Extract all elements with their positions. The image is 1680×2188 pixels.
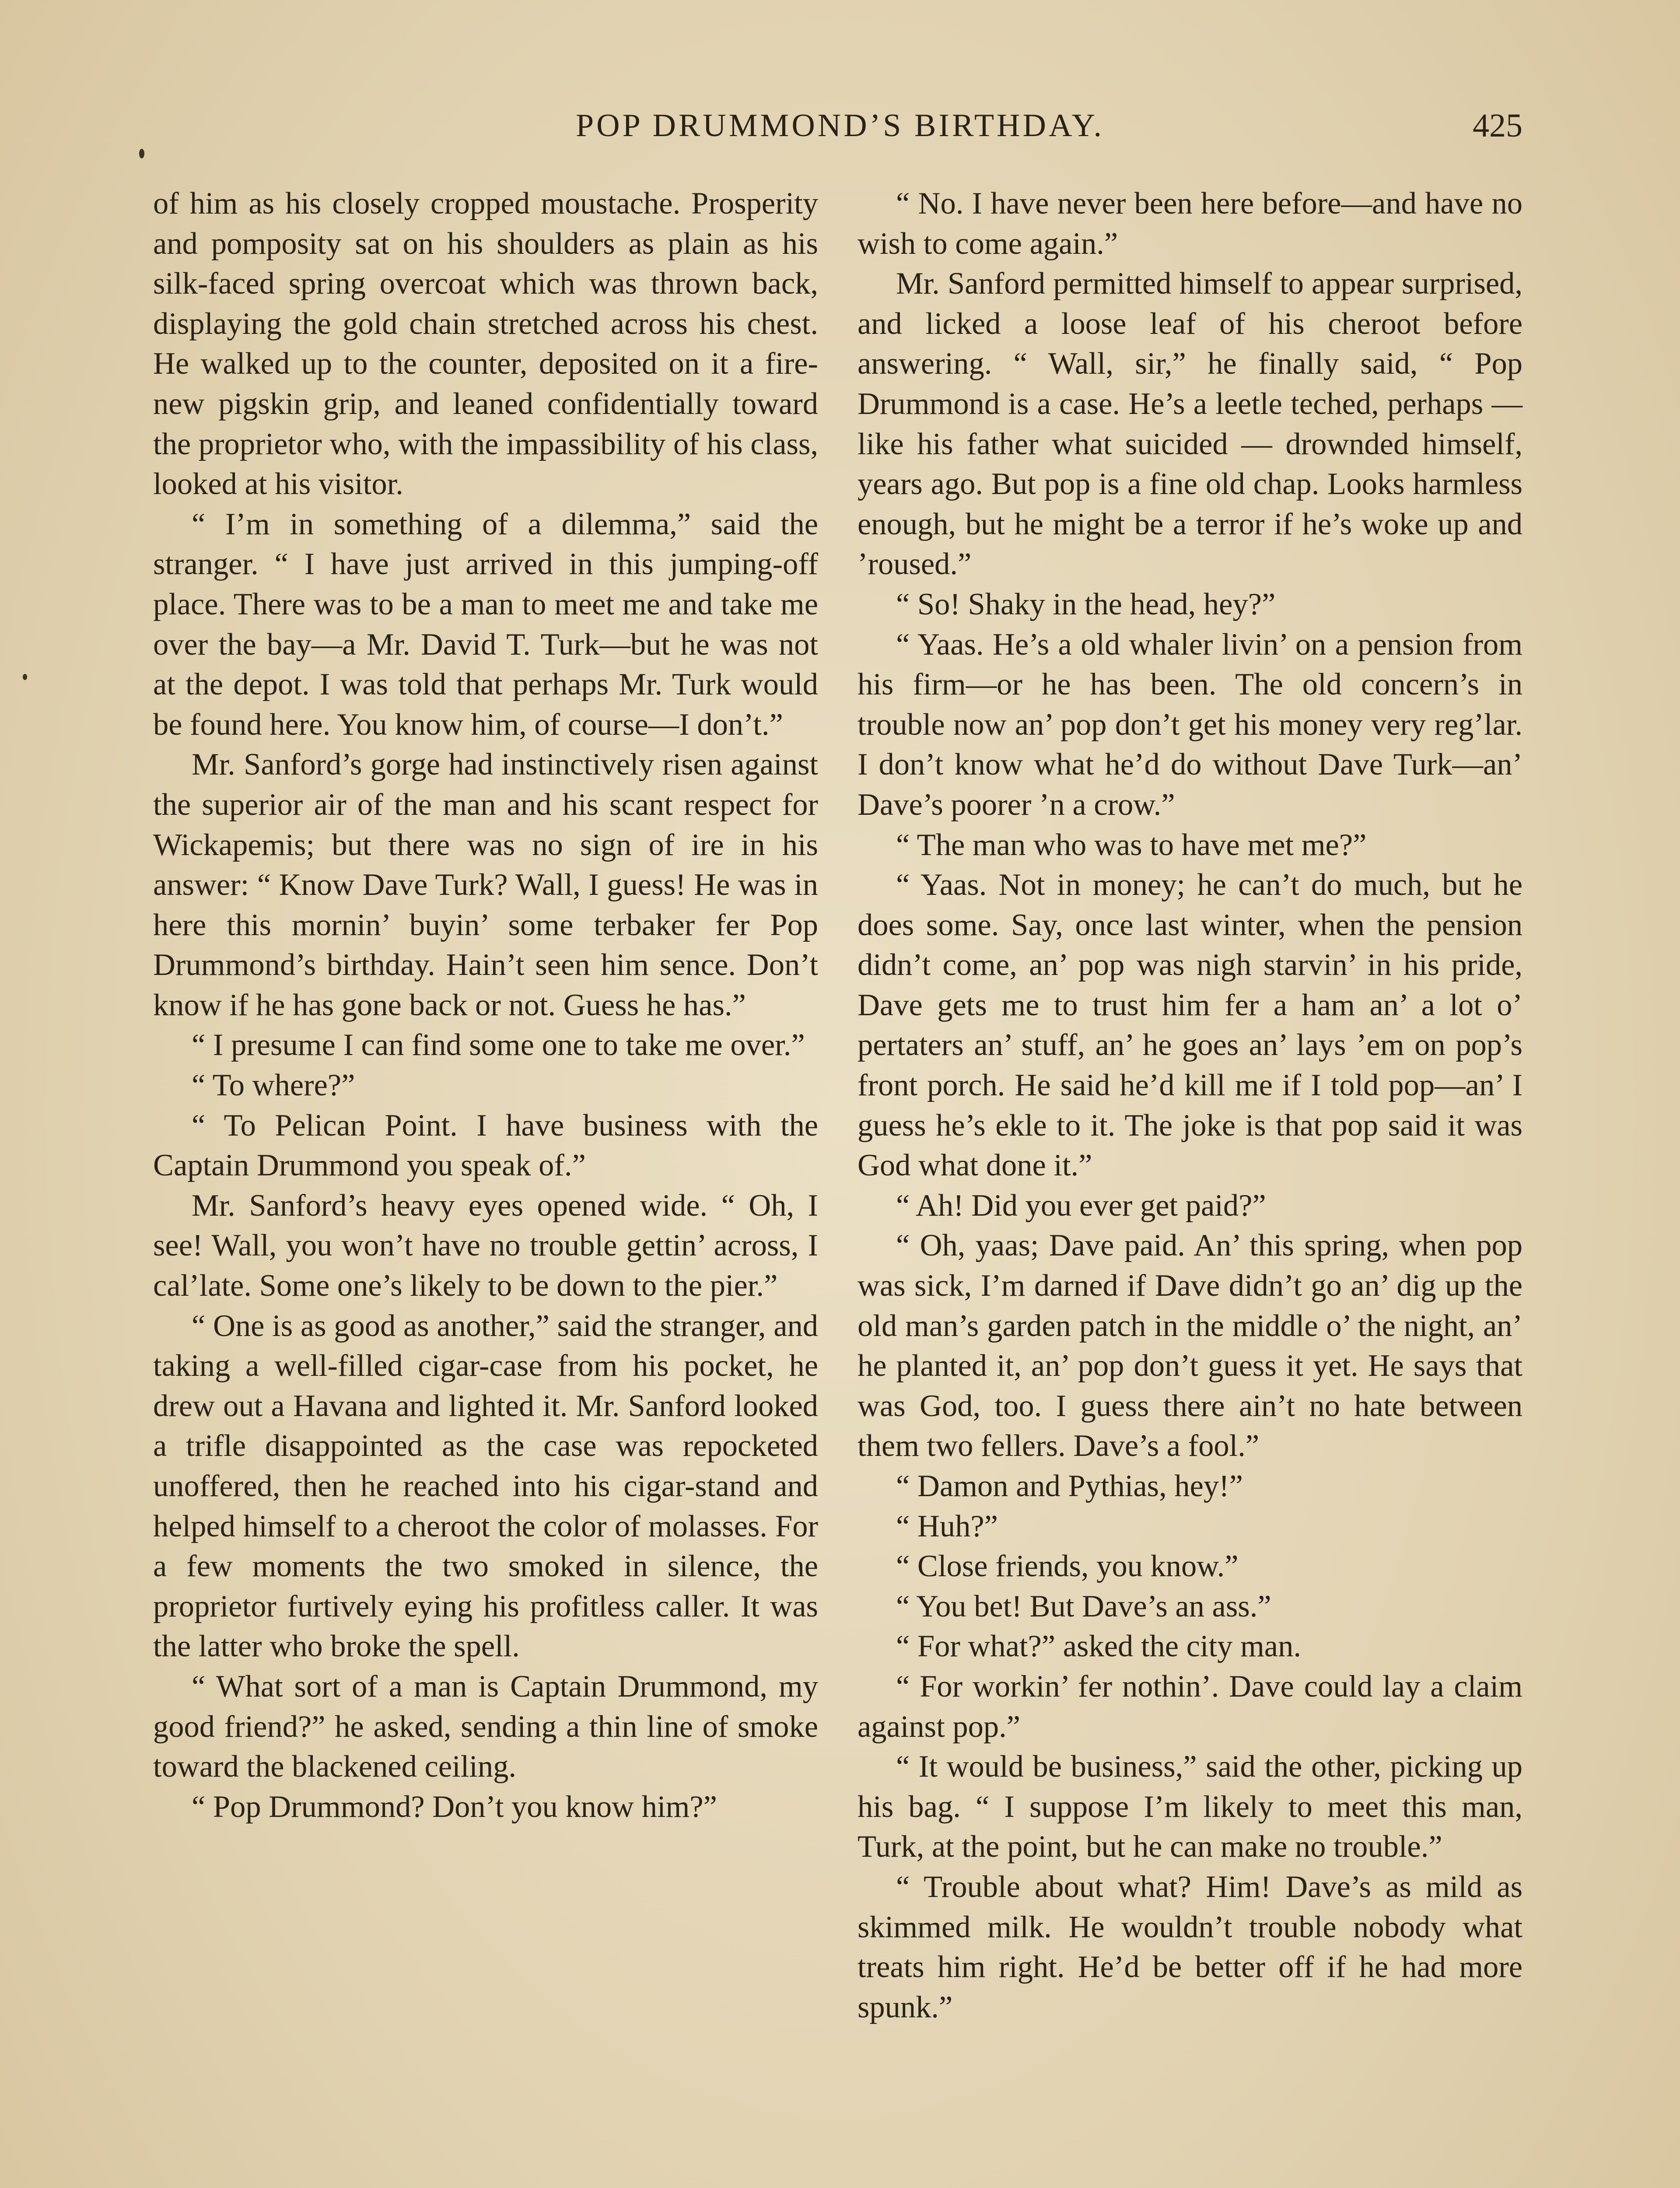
ink-speck xyxy=(139,149,144,158)
paragraph: “ Pop Drummond? Don’t you know him?” xyxy=(192,1789,717,1824)
ink-speck xyxy=(23,674,27,680)
paragraph: “ Ah! Did you ever get paid?” xyxy=(896,1188,1266,1223)
paragraph: “ One is as good as another,” said the stranger, and taking a well-filled cigar-case from his pocket, he drew out a Havana and lighted it. Mr. Sanford looked a trifle disappointed as the case was repocketed unoffered, then he reached into his cigar-stand and helped himself to a cheroot the color of molasses. For a few moments the two smoked in silence, the proprietor furtively eying his profitless caller. It was the latter who broke the spell. xyxy=(153,1308,818,1664)
paragraph: “ Trouble about what? Him! Dave’s as mild as skimmed milk. He wouldn’t trouble nobody what treats him right. He’d be better off if he had more spunk.” xyxy=(858,1869,1522,2024)
paragraph: Mr. Sanford’s gorge had instinctively risen against the superior air of the man and his scant respect for Wickapemis; but there was no sign of ire in his answer: “ Know Dave Turk? Wall, I guess! He was in here this mornin’ buyin’ some terbaker fer Pop Drummond’s birthday. Hain’t seen him sence. Don’t know if he has gone back or not. Guess he has.” xyxy=(153,747,818,1022)
paragraph: “ Yaas. Not in money; he can’t do much, but he does some. Say, once last winter, when the pension didn’t come, an’ pop was nigh starvin’ in his pride, Dave gets me to trust him fer a ham an’ a lot o’ pertaters an’ stuff, an’ he goes an’ lays ’em on pop’s front porch. He said he’d kill me if I told pop—an’ I guess he’s ekle to it. The joke is that pop said it was God what done it.” xyxy=(858,868,1522,1183)
running-header xyxy=(158,102,1522,150)
paragraph: “ For workin’ fer nothin’. Dave could lay a claim against pop.” xyxy=(858,1669,1522,1744)
paragraph: Mr. Sanford permitted himself to appear surprised, and licked a loose leaf of his cheroot before answering. “ Wall, sir,” he finally said, “ Pop Drummond is a case. He’s a leetle teched, perhaps — like his father what suicided — drownded himself, years ago. But pop is a fine old chap. Looks harmless enough, but he might be a terror if he’s woke up and ’roused.” xyxy=(858,266,1522,582)
paragraph: “ To Pelican Point. I have business with the Captain Drummond you speak of.” xyxy=(153,1108,818,1183)
paragraph: Mr. Sanford’s heavy eyes opened wide. “ Oh, I see! Wall, you won’t have no trouble gettin’ across, I cal’late. Some one’s likely to be down to the pier.” xyxy=(153,1188,818,1303)
paragraph: “ Oh, yaas; Dave paid. An’ this spring, when pop was sick, I’m darned if Dave didn’t go an’ dig up the old man’s garden patch in the middle o’ the night, an’ he planted it, an’ pop don’t guess it yet. He says that was God, too. I guess there ain’t no hate between them two fellers. Dave’s a fool.” xyxy=(858,1228,1522,1463)
paragraph: “ What sort of a man is Captain Drummond, my good friend?” he asked, sending a thin line of smoke toward the blackened ceiling. xyxy=(153,1669,818,1784)
paragraph: “ Close friends, you know.” xyxy=(896,1549,1239,1584)
paragraph: “ For what?” asked the city man. xyxy=(896,1629,1301,1664)
paragraph: “ I’m in something of a dilemma,” said the stranger. “ I have just arrived in this jumping-off place. There was to be a man to meet me and take me over the bay—a Mr. David T. Turk—but he was not at the depot. I was told that perhaps Mr. Turk would be found here. You know him, of course—I don’t.” xyxy=(153,507,818,742)
paragraph: “ So! Shaky in the head, hey?” xyxy=(896,587,1276,621)
paragraph: “ Huh?” xyxy=(896,1509,998,1543)
page-number: 425 xyxy=(1473,107,1522,144)
paragraph: “ It would be business,” said the other, picking up his bag. “ I suppose I’m likely to meet this man, Turk, at the point, but he can make no trouble.” xyxy=(858,1750,1522,1864)
paragraph: “ The man who was to have met me?” xyxy=(896,828,1367,862)
paragraph: “ Damon and Pythias, hey!” xyxy=(896,1469,1243,1503)
running-title: POP DRUMMOND’S BIRTHDAY. xyxy=(575,108,1104,144)
paragraph: of him as his closely cropped moustache. Prosperity and pomposity sat on his shoulders as plain as his silk-faced spring overcoat which was thrown back, displaying the gold chain stretched across his chest. He walked up to the counter, deposited on it a fire-new pigskin grip, and leaned confidentially toward the proprietor who, with the impassibility of his class, looked at his visitor. xyxy=(153,186,818,501)
paragraph: “ To where?” xyxy=(192,1068,355,1103)
paragraph: “ Yaas. He’s a old whaler livin’ on a pension from his firm—or he has been. The old concern’s in trouble now an’ pop don’t get his money very reg’lar. I don’t know what he’d do without Dave Turk—an’ Dave’s poorer ’n a crow.” xyxy=(858,627,1522,822)
left-column xyxy=(153,184,818,1827)
paragraph: “ I presume I can find some one to take me over.” xyxy=(192,1028,805,1062)
right-column xyxy=(858,184,1522,2027)
paragraph: “ You bet! But Dave’s an ass.” xyxy=(896,1589,1271,1623)
paragraph: “ No. I have never been here before—and have no wish to come again.” xyxy=(858,186,1522,261)
